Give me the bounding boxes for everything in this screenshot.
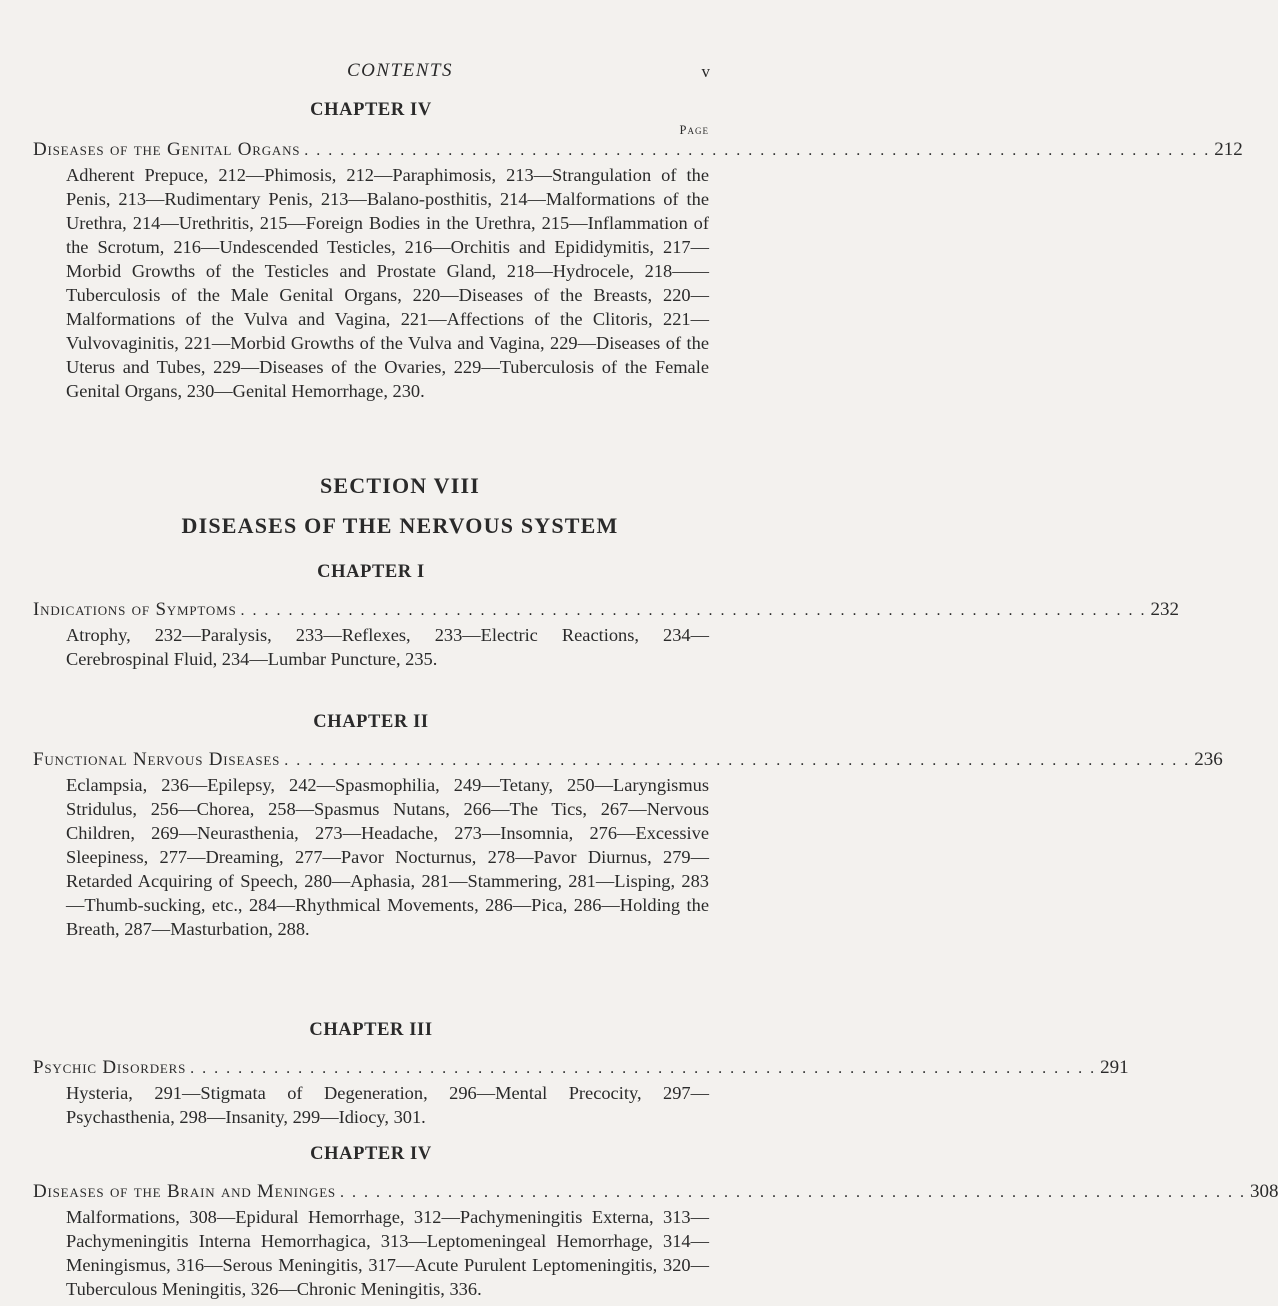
entry-title: Psychic Disorders bbox=[33, 1057, 187, 1078]
chapter-heading: CHAPTER IV bbox=[310, 100, 432, 120]
dot-leader: . . . . . . . . . . . . . . . . . . . . . . . . . . . . . . . . . . . . . . . . . . . . . . . . . . . . . . . . . . . . . . . . . . . . . . . . . . . . bbox=[190, 1060, 1097, 1077]
chapter-iv-brain-entry bbox=[33, 1144, 1278, 1301]
entry-title: Indications of Symptoms bbox=[33, 599, 237, 620]
entry-topics: Eclampsia, 236—Epilepsy, 242—Spasmophilia, 249—Tetany, 250—Laryngismus Stridulus, 256—Chorea, 258—Spasmus Nutans, 266—The Tics, 267—Nervous Children, 269—Neurasthenia, 273—Headache, 273—Insomnia, 276—Excessive Sleepiness, 277—Dreaming, 277—Pavor Nocturnus, 278—Pavor Diurnus, 279—Retarded Acquiring of Speech, 280—Aphasia, 281—Stammering, 281—Lisping, 283—Thumb-sucking, etc., 284—Rhythmical Movements, 286—Pica, 286—Holding the Breath, 287—Masturbation, 288. bbox=[66, 775, 709, 939]
running-title: CONTENTS bbox=[347, 60, 453, 81]
toc-entry-line bbox=[33, 598, 1179, 623]
section-number: SECTION VIII bbox=[319, 473, 481, 498]
dot-leader: . . . . . . . . . . . . . . . . . . . . . . . . . . . . . . . . . . . . . . . . . . . . . . . . . . . . . . . . . . . . . . . . . . . . . . . . . . . . bbox=[240, 602, 1147, 619]
chapter-iii-entry bbox=[33, 1020, 1129, 1129]
page-column-label: Page bbox=[679, 123, 709, 137]
toc-entry-line bbox=[33, 1056, 1129, 1081]
section-title: DISEASES OF THE NERVOUS SYSTEM bbox=[181, 513, 619, 538]
running-head bbox=[0, 60, 800, 84]
chapter-ii-entry bbox=[33, 712, 1223, 941]
chapter-heading: CHAPTER I bbox=[317, 562, 425, 582]
toc-entry-line bbox=[33, 138, 1243, 163]
chapter-i-entry bbox=[33, 562, 1179, 671]
entry-title: Diseases of the Genital Organs bbox=[33, 139, 301, 160]
entry-topics: Atrophy, 232—Paralysis, 233—Reflexes, 233—Electric Reactions, 234—Cerebrospinal Fluid, 234—Lumbar Puncture, 235. bbox=[66, 625, 709, 669]
dot-leader: . . . . . . . . . . . . . . . . . . . . . . . . . . . . . . . . . . . . . . . . . . . . . . . . . . . . . . . . . . . . . . . . . . . . . . . . . . . . bbox=[339, 1184, 1246, 1201]
entry-page-number: 236 bbox=[1194, 749, 1223, 770]
entry-page-number: 212 bbox=[1214, 139, 1243, 160]
toc-entry-line bbox=[33, 748, 1223, 773]
toc-entry-line bbox=[33, 1180, 1278, 1205]
entry-page-number: 291 bbox=[1100, 1057, 1129, 1078]
entry-page-number: 232 bbox=[1150, 599, 1179, 620]
chapter-heading: CHAPTER IV bbox=[310, 1144, 432, 1164]
entry-title: Functional Nervous Diseases bbox=[33, 749, 281, 770]
page-number: v bbox=[701, 62, 710, 81]
chapter-iv-genital-entry bbox=[33, 100, 1243, 403]
entry-topics: Hysteria, 291—Stigmata of Degeneration, 296—Mental Precocity, 297—Psychasthenia, 298—Insanity, 299—Idiocy, 301. bbox=[66, 1083, 709, 1127]
entry-page-number: 308 bbox=[1249, 1181, 1278, 1202]
entry-topics: Adherent Prepuce, 212—Phimosis, 212—Paraphimosis, 213—Strangulation of the Penis, 213—Rudimentary Penis, 213—Balano-posthitis, 214—Malformations of the Urethra, 214—Urethritis, 215—Foreign Bodies in the Urethra, 215—Inflammation of the Scrotum, 216—Undescended Testicles, 216—Orchitis and Epididymitis, 217—Morbid Growths of the Testicles and Prostate Gland, 218—Hydrocele, 218——Tuberculosis of the Male Genital Organs, 220—Diseases of the Breasts, 220—Malformations of the Vulva and Vagina, 221—Affections of the Clitoris, 221—Vulvovaginitis, 221—Morbid Growths of the Vulva and Vagina, 229—Diseases of the Uterus and Tubes, 229—Diseases of the Ovaries, 229—Tuberculosis of the Female Genital Organs, 230—Genital Hemorrhage, 230. bbox=[66, 165, 709, 401]
dot-leader: . . . . . . . . . . . . . . . . . . . . . . . . . . . . . . . . . . . . . . . . . . . . . . . . . . . . . . . . . . . . . . . . . . . . . . . . . . . . bbox=[304, 142, 1211, 159]
chapter-heading: CHAPTER II bbox=[313, 712, 429, 732]
chapter-heading: CHAPTER III bbox=[309, 1020, 433, 1040]
dot-leader: . . . . . . . . . . . . . . . . . . . . . . . . . . . . . . . . . . . . . . . . . . . . . . . . . . . . . . . . . . . . . . . . . . . . . . . . . . . . bbox=[284, 752, 1191, 769]
entry-topics: Malformations, 308—Epidural Hemorrhage, 312—Pachymeningitis Externa, 313—Pachymeningitis Interna Hemorrhagica, 313—Leptomeningeal Hemorrhage, 314—Meningismus, 316—Serous Meningitis, 317—Acute Purulent Leptomeningitis, 320—Tuberculous Meningitis, 326—Chronic Meningitis, 336. bbox=[66, 1207, 709, 1299]
entry-title: Diseases of the Brain and Meninges bbox=[33, 1181, 336, 1202]
